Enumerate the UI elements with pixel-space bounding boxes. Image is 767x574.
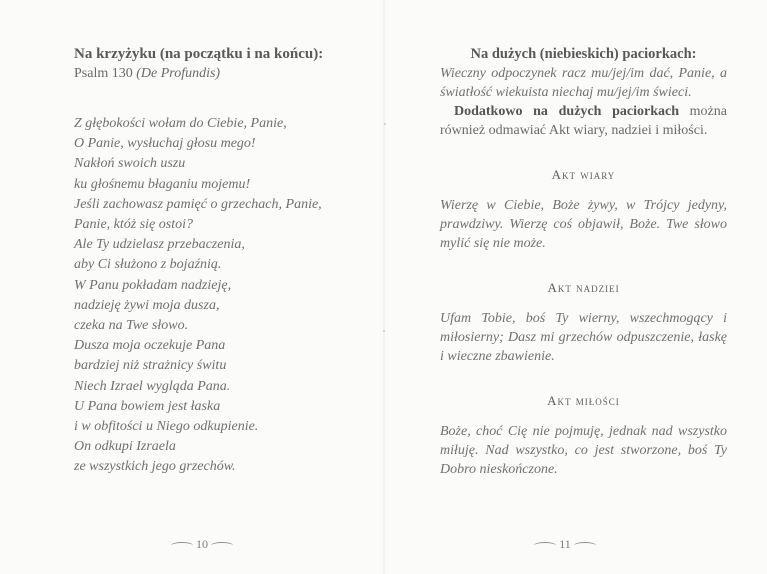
poem-line: Nakłoń swoich uszu: [74, 156, 186, 172]
paper-speck: [383, 330, 385, 332]
psalm-latin-title: (De Profundis): [136, 66, 221, 81]
act-of-hope-text: Ufam Tobie, boś Ty wierny, wszechmogący i miłosierny; Dasz mi grzechów odpuszczenie, łaskę i wieczne zbawienie.: [440, 311, 727, 364]
page-number: 10: [196, 537, 208, 551]
act-of-faith-title: Akt wiary: [551, 167, 616, 182]
poem-line: Dusza moja oczekuje Pana: [74, 338, 226, 354]
poem-line: Ale Ty udzielasz przebaczenia,: [74, 237, 245, 253]
poem-line: czeka na Twe słowo.: [74, 318, 189, 334]
book-gutter: [383, 0, 385, 574]
folio-ornament-icon: [574, 542, 596, 549]
folio-ornament-icon: [534, 542, 556, 549]
poem-line: Jeśli zachowasz pamięć o grzechach, Panie,: [74, 196, 322, 212]
poem-line: On odkupi Izraela: [74, 439, 176, 455]
right-page: [440, 44, 727, 479]
act-of-faith-text: Wierzę w Ciebie, Boże żywy, w Trójcy jedyny, prawdziwy. Wierzę coś objawił, Boże. Twe słowo mylić się nie może.: [440, 198, 727, 251]
additional-note-text: można również odmawiać Akt wiary, nadziei i miłości.: [440, 104, 727, 138]
poem-line: O Panie, wysłuchaj głosu mego!: [74, 136, 256, 152]
poem-line: U Pana bowiem jest łaska: [74, 398, 221, 414]
poem-line: bardziej niż strażnicy świtu: [74, 358, 227, 374]
poem-line: W Panu pokładam nadzieję,: [74, 277, 232, 293]
poem-line: i w obfitości u Niego odkupienie.: [74, 419, 259, 435]
act-of-love-text: Boże, choć Cię nie pojmuję, jednak nad wszystko miłuję. Nad wszystko, co jest stworzone, boś Ty Dobro nieskończone.: [440, 424, 727, 477]
page-number: 11: [559, 537, 571, 551]
act-of-love-title: Akt miłości: [547, 393, 620, 408]
poem-line: Panie, któż się ostoi?: [74, 217, 193, 233]
left-heading: Na krzyżyku (na początku i na końcu):: [74, 46, 324, 62]
poem-line: Niech Izrael wygląda Pana.: [74, 378, 231, 394]
act-of-hope-title: Akt nadziei: [547, 280, 620, 295]
folio-ornament-icon: [211, 542, 233, 549]
additional-note-bold: Dodatkowo na dużych paciorkach: [454, 104, 679, 119]
psalm-number: Psalm 130: [74, 66, 133, 81]
paper-speck: [384, 123, 386, 125]
page-number-right: [520, 536, 610, 552]
additional-note: [440, 102, 727, 140]
left-page: [74, 44, 374, 478]
right-heading: Na dużych (niebieskich) paciorkach:: [470, 46, 697, 62]
psalm-text: [74, 114, 374, 478]
page-number-left: [157, 536, 247, 552]
poem-line: aby Ci służono z bojaźnią.: [74, 257, 222, 273]
poem-line: ku głośnemu błaganiu mojemu!: [74, 176, 251, 192]
folio-ornament-icon: [171, 542, 193, 549]
psalm-subheading: [74, 64, 374, 84]
eternal-rest-prayer: Wieczny odpoczynek racz mu/jej/im dać, Panie, a światłość wiekuista niechaj mu/jej/im świeci.: [440, 66, 727, 100]
poem-line: nadzieję żywi moja dusza,: [74, 297, 220, 313]
poem-line: Z głębokości wołam do Ciebie, Panie,: [74, 116, 287, 131]
poem-line: ze wszystkich jego grzechów.: [74, 459, 236, 475]
